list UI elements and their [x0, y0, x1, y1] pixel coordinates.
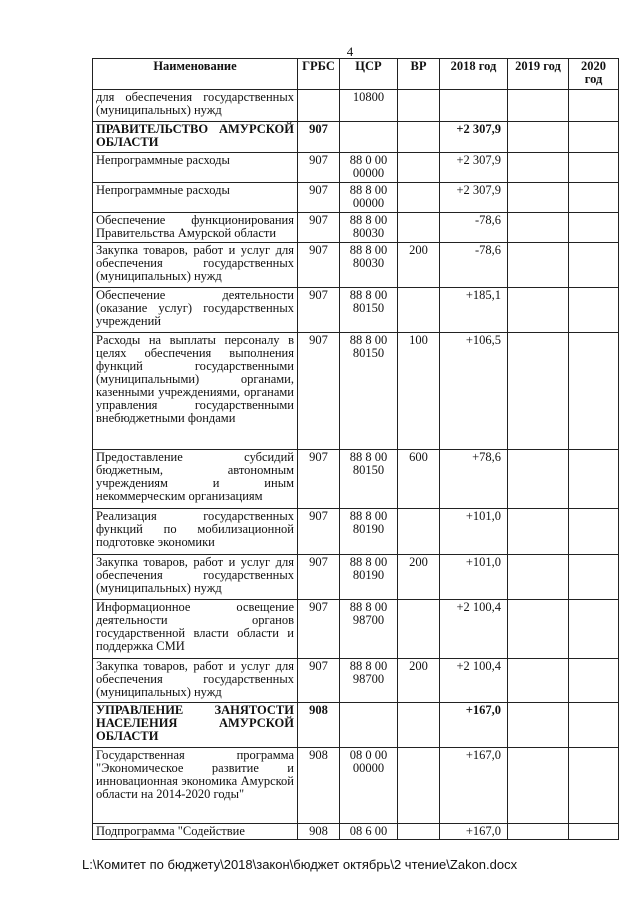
cell-grbs: 907 — [298, 153, 340, 183]
cell-grbs: 907 — [298, 555, 340, 600]
cell-grbs: 908 — [298, 824, 340, 840]
cell-2020 — [569, 509, 619, 555]
cell-vr — [398, 600, 440, 659]
cell-vr: 600 — [398, 450, 440, 509]
cell-2018: +2 307,9 — [440, 122, 508, 153]
cell-grbs: 907 — [298, 243, 340, 288]
cell-vr — [398, 213, 440, 243]
cell-2020 — [569, 333, 619, 450]
cell-csr: 88 8 00 80030 — [340, 243, 398, 288]
table-row — [93, 509, 619, 555]
cell-2018: +2 100,4 — [440, 600, 508, 659]
cell-2019 — [508, 600, 569, 659]
cell-name: Предоставление субсидий бюджетным, автономным учреждениям и иным некоммерческим организациям — [93, 450, 298, 509]
cell-csr: 88 8 00 80150 — [340, 288, 398, 333]
table-row — [93, 703, 619, 748]
cell-2019 — [508, 122, 569, 153]
table-row — [93, 183, 619, 213]
cell-2020 — [569, 450, 619, 509]
cell-csr: 10800 — [340, 90, 398, 122]
cell-2019 — [508, 703, 569, 748]
cell-vr — [398, 183, 440, 213]
cell-2020 — [569, 288, 619, 333]
cell-2020 — [569, 183, 619, 213]
cell-grbs: 907 — [298, 183, 340, 213]
cell-csr: 88 8 00 80150 — [340, 450, 398, 509]
cell-name: Обеспечение деятельности (оказание услуг) государственных учреждений — [93, 288, 298, 333]
cell-2018: +185,1 — [440, 288, 508, 333]
cell-2018 — [440, 90, 508, 122]
table-header-row — [93, 59, 619, 90]
cell-2019 — [508, 153, 569, 183]
cell-csr: 88 0 00 00000 — [340, 153, 398, 183]
cell-2018: +167,0 — [440, 824, 508, 840]
cell-vr: 100 — [398, 333, 440, 450]
cell-csr — [340, 703, 398, 748]
cell-2019 — [508, 659, 569, 703]
table-row — [93, 659, 619, 703]
cell-2018: +106,5 — [440, 333, 508, 450]
table-row — [93, 153, 619, 183]
header-vr: ВР — [398, 59, 440, 90]
table-row — [93, 824, 619, 840]
cell-grbs: 907 — [298, 450, 340, 509]
footer-file-path: L:\Комитет по бюджету\2018\закон\бюджет октябрь\2 чтение\Zakon.docx — [82, 857, 518, 872]
cell-csr: 88 8 00 80190 — [340, 509, 398, 555]
cell-csr — [340, 122, 398, 153]
cell-2020 — [569, 824, 619, 840]
header-csr: ЦСР — [340, 59, 398, 90]
cell-name: Закупка товаров, работ и услуг для обеспечения государственных (муниципальных) нужд — [93, 555, 298, 600]
cell-2020 — [569, 703, 619, 748]
cell-vr — [398, 288, 440, 333]
cell-2018: +78,6 — [440, 450, 508, 509]
cell-2020 — [569, 659, 619, 703]
header-2019: 2019 год — [508, 59, 569, 90]
cell-vr: 200 — [398, 659, 440, 703]
cell-2020 — [569, 555, 619, 600]
table-row — [93, 555, 619, 600]
cell-2018: +167,0 — [440, 748, 508, 824]
cell-vr — [398, 122, 440, 153]
cell-grbs: 907 — [298, 509, 340, 555]
cell-name: Закупка товаров, работ и услуг для обеспечения государственных (муниципальных) нужд — [93, 243, 298, 288]
cell-name: Государственная программа "Экономическое развитие и инновационная экономика Амурской области на 2014-2020 годы" — [93, 748, 298, 824]
page-number: 4 — [346, 44, 354, 59]
cell-vr: 200 — [398, 555, 440, 600]
table-row — [93, 213, 619, 243]
table-row — [93, 333, 619, 450]
cell-vr — [398, 153, 440, 183]
cell-name: Обеспечение функционирования Правительства Амурской области — [93, 213, 298, 243]
cell-name: ПРАВИТЕЛЬСТВО АМУРСКОЙ ОБЛАСТИ — [93, 122, 298, 153]
cell-csr: 88 8 00 98700 — [340, 600, 398, 659]
cell-2019 — [508, 748, 569, 824]
cell-grbs: 907 — [298, 288, 340, 333]
cell-name: УПРАВЛЕНИЕ ЗАНЯТОСТИ НАСЕЛЕНИЯ АМУРСКОЙ ОБЛАСТИ — [93, 703, 298, 748]
cell-2019 — [508, 213, 569, 243]
cell-vr: 200 — [398, 243, 440, 288]
cell-2019 — [508, 555, 569, 600]
table-row — [93, 450, 619, 509]
cell-2018: +101,0 — [440, 555, 508, 600]
cell-name: Закупка товаров, работ и услуг для обеспечения государственных (муниципальных) нужд — [93, 659, 298, 703]
cell-name: Подпрограмма "Содействие — [93, 824, 298, 840]
table-row — [93, 122, 619, 153]
cell-2020 — [569, 243, 619, 288]
cell-2019 — [508, 509, 569, 555]
cell-2019 — [508, 450, 569, 509]
cell-2020 — [569, 90, 619, 122]
table-row — [93, 243, 619, 288]
budget-table — [92, 58, 619, 840]
cell-grbs: 907 — [298, 333, 340, 450]
cell-vr — [398, 703, 440, 748]
cell-2020 — [569, 153, 619, 183]
table-row — [93, 90, 619, 122]
header-2020: 2020 год — [569, 59, 619, 90]
cell-2020 — [569, 122, 619, 153]
cell-2020 — [569, 213, 619, 243]
cell-grbs: 907 — [298, 122, 340, 153]
cell-2020 — [569, 748, 619, 824]
cell-csr: 08 0 00 00000 — [340, 748, 398, 824]
cell-2019 — [508, 333, 569, 450]
cell-csr: 88 8 00 80030 — [340, 213, 398, 243]
cell-2019 — [508, 824, 569, 840]
cell-2019 — [508, 183, 569, 213]
cell-2018: +167,0 — [440, 703, 508, 748]
cell-2018: +2 100,4 — [440, 659, 508, 703]
cell-name: Расходы на выплаты персоналу в целях обеспечения выполнения функций государственными (муниципальными) органами, казенными учреждениями, органами управления государственными внебюджетными фондами — [93, 333, 298, 450]
cell-vr — [398, 509, 440, 555]
header-2018: 2018 год — [440, 59, 508, 90]
table-row — [93, 748, 619, 824]
cell-grbs: 907 — [298, 600, 340, 659]
cell-2019 — [508, 288, 569, 333]
cell-2018: +2 307,9 — [440, 153, 508, 183]
cell-2018: +101,0 — [440, 509, 508, 555]
cell-vr — [398, 748, 440, 824]
cell-name: Непрограммные расходы — [93, 183, 298, 213]
header-name: Наименование — [93, 59, 298, 90]
cell-name: Реализация государственных функций по мобилизационной подготовке экономики — [93, 509, 298, 555]
cell-csr: 88 8 00 80190 — [340, 555, 398, 600]
cell-grbs: 908 — [298, 703, 340, 748]
table-row — [93, 288, 619, 333]
cell-grbs: 908 — [298, 748, 340, 824]
cell-csr: 08 6 00 — [340, 824, 398, 840]
cell-2018: +2 307,9 — [440, 183, 508, 213]
table-row — [93, 600, 619, 659]
cell-vr — [398, 90, 440, 122]
cell-grbs: 907 — [298, 213, 340, 243]
cell-name: для обеспечения государственных (муниципальных) нужд — [93, 90, 298, 122]
header-grbs: ГРБС — [298, 59, 340, 90]
cell-2019 — [508, 90, 569, 122]
cell-grbs — [298, 90, 340, 122]
cell-2019 — [508, 243, 569, 288]
cell-2020 — [569, 600, 619, 659]
cell-grbs: 907 — [298, 659, 340, 703]
cell-name: Информационное освещение деятельности органов государственной власти области и поддержка СМИ — [93, 600, 298, 659]
cell-vr — [398, 824, 440, 840]
cell-csr: 88 8 00 00000 — [340, 183, 398, 213]
cell-name: Непрограммные расходы — [93, 153, 298, 183]
cell-csr: 88 8 00 98700 — [340, 659, 398, 703]
cell-2018: -78,6 — [440, 213, 508, 243]
cell-2018: -78,6 — [440, 243, 508, 288]
cell-csr: 88 8 00 80150 — [340, 333, 398, 450]
